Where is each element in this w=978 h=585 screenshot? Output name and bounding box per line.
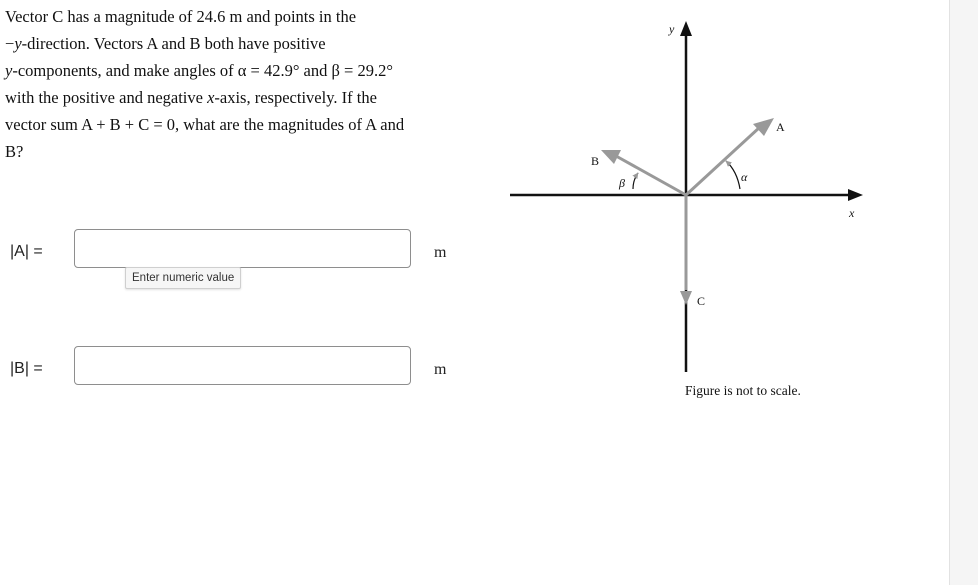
magnitude-b-label: |B| =	[10, 360, 43, 377]
problem-y-var-1: y	[14, 34, 22, 53]
magnitude-b-unit: m	[434, 361, 447, 378]
right-side-panel	[949, 0, 978, 585]
vector-a-label: A	[776, 120, 785, 134]
vector-a-line	[686, 127, 760, 195]
beta-angle-arc	[633, 173, 638, 189]
y-axis-label: y	[669, 22, 675, 36]
problem-text-4: with the positive and negative	[5, 88, 208, 107]
enter-numeric-value-tooltip: Enter numeric value	[125, 267, 241, 289]
magnitude-b-input[interactable]	[74, 346, 411, 385]
vector-a-arrowhead	[753, 118, 774, 136]
y-axis-arrowhead	[680, 21, 692, 36]
problem-text-5: -axis, respectively. If the	[214, 88, 377, 107]
problem-y-var-2: y	[5, 61, 13, 80]
problem-text-3: -components, and make angles of α = 42.9° and β = 29.2°	[12, 61, 393, 80]
vector-diagram	[505, 10, 875, 410]
vector-b-line	[616, 156, 686, 195]
problem-text-2: -direction. Vectors A and B both have positive	[21, 34, 326, 53]
magnitude-a-unit: m	[434, 244, 447, 261]
alpha-label: α	[741, 170, 748, 184]
magnitude-a-label: |A| =	[10, 243, 43, 260]
figure-caption: Figure is not to scale.	[685, 383, 801, 398]
problem-x-var: x	[207, 88, 215, 107]
problem-text-1: Vector C has a magnitude of 24.6 m and points in the	[5, 7, 357, 26]
problem-minus-sign: −	[5, 34, 15, 53]
problem-text-7: B?	[5, 142, 24, 161]
problem-text-6: vector sum A + B + C = 0, what are the magnitudes of A and	[5, 115, 405, 134]
beta-label: β	[619, 176, 625, 190]
vector-c-label: C	[697, 294, 706, 308]
vector-c-arrowhead	[680, 291, 692, 305]
x-axis-label: x	[849, 206, 855, 220]
x-axis-arrowhead	[848, 189, 863, 201]
magnitude-a-input[interactable]	[74, 229, 411, 268]
problem-statement	[5, 3, 475, 165]
vector-b-label: B	[591, 154, 600, 168]
alpha-angle-arc	[726, 161, 740, 189]
